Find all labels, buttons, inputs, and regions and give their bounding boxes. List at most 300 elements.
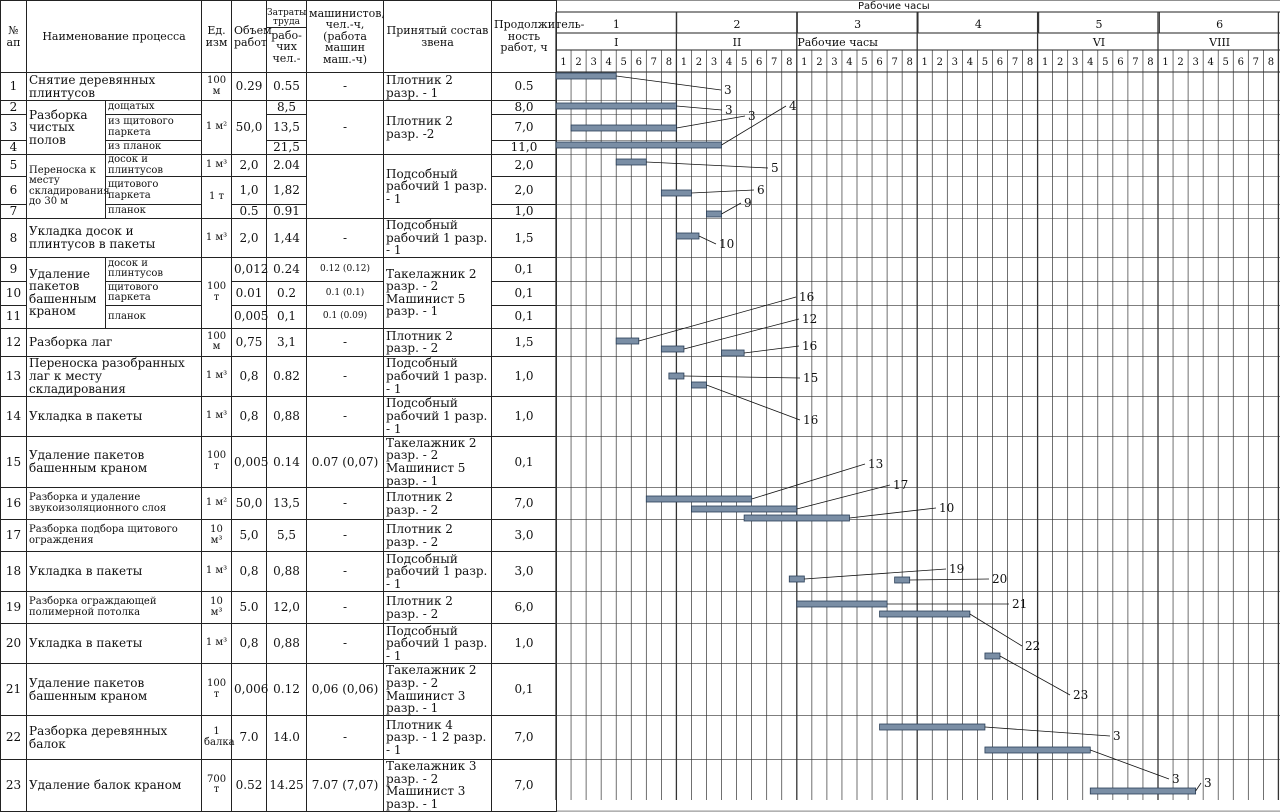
- volume: 0,005: [232, 436, 267, 487]
- table-row: [1, 328, 557, 356]
- process-subtype: щитового паркета: [106, 177, 202, 205]
- labor: 0.91: [267, 205, 307, 219]
- bar-label: 5: [771, 161, 779, 175]
- table-row: [1, 436, 557, 487]
- col-duration-header: Продолжитель-ность работ, ч: [492, 1, 557, 73]
- hour-tick: 7: [650, 57, 658, 68]
- labor: 2.04: [267, 155, 307, 177]
- hour-tick: 7: [1252, 57, 1260, 68]
- unit: 10 м³: [202, 592, 232, 624]
- hour-tick: 7: [771, 57, 778, 68]
- hour-tick: 8: [665, 57, 673, 68]
- gantt-bar: [880, 611, 970, 617]
- row-number: 11: [1, 305, 27, 328]
- table-row: [1, 155, 557, 177]
- table-row: [1, 101, 557, 115]
- labor: 13,5: [267, 488, 307, 520]
- hour-tick: 2: [936, 57, 943, 68]
- unit: 100 т: [202, 436, 232, 487]
- bar-label: 3: [724, 83, 732, 97]
- leader-line: [1196, 783, 1201, 791]
- leader-line: [684, 376, 800, 378]
- gantt-bar: [744, 515, 849, 521]
- hour-tick: 6: [755, 57, 763, 68]
- row-number: 20: [1, 624, 27, 664]
- duration: 0,1: [492, 305, 557, 328]
- leader-line: [699, 236, 716, 244]
- bar-label: 4: [789, 99, 797, 113]
- gantt-bar: [661, 346, 684, 352]
- leader-line: [849, 508, 936, 518]
- row-number: 7: [1, 205, 27, 219]
- col-labor-machine-header: машинистов, чел.-ч, (работа машин маш.-ч): [307, 1, 384, 73]
- table-row: [1, 520, 557, 552]
- hour-tick: 3: [831, 57, 838, 68]
- volume: 5,0: [232, 520, 267, 552]
- volume: 0,8: [232, 396, 267, 436]
- leader-line: [691, 190, 754, 193]
- hour-tick: 5: [620, 57, 627, 68]
- unit: 1 м²: [202, 488, 232, 520]
- hour-tick: 3: [590, 57, 597, 68]
- bar-label: 3: [1113, 729, 1121, 743]
- duration: 1,0: [492, 205, 557, 219]
- hour-tick: 1: [921, 57, 928, 68]
- gantt-bar: [669, 373, 684, 379]
- process-subtype: щитового паркета: [106, 281, 202, 305]
- table-row: [1, 624, 557, 664]
- unit: 1 м³: [202, 552, 232, 592]
- hour-tick: 1: [1041, 57, 1049, 68]
- bar-label: 3: [748, 109, 756, 123]
- volume: 0.29: [232, 73, 267, 101]
- labor: 0,88: [267, 396, 307, 436]
- unit: 700 т: [202, 760, 232, 811]
- hour-tick: 1: [1162, 57, 1169, 68]
- hour-tick: 4: [605, 57, 612, 68]
- machine-labor: 7.07 (7,07): [307, 760, 384, 811]
- bar-label: 20: [992, 572, 1008, 586]
- unit: 1 м³: [202, 624, 232, 664]
- process-subtype: из щитового паркета: [106, 115, 202, 141]
- bar-label: 6: [757, 183, 765, 197]
- leader-line: [804, 569, 946, 579]
- gantt-bar: [722, 350, 745, 356]
- duration: 3,0: [492, 552, 557, 592]
- table-row: [1, 592, 557, 624]
- process-name: Укладка в пакеты: [27, 396, 202, 436]
- process-name: Переноска к месту складирования до 30 м: [27, 155, 106, 219]
- crew: Плотник 2 разр. - 1: [384, 73, 492, 101]
- leader-line: [676, 106, 722, 110]
- duration: 0.5: [492, 73, 557, 101]
- bar-label: 23: [1073, 688, 1089, 702]
- table-row: [1, 716, 557, 760]
- gantt-bar: [556, 73, 616, 79]
- duration: 3,0: [492, 520, 557, 552]
- duration: 1,0: [492, 356, 557, 396]
- labor: 14.25: [267, 760, 307, 811]
- duration: 8,0: [492, 101, 557, 115]
- hour-tick: 1: [801, 57, 808, 68]
- volume: 0,005: [232, 305, 267, 328]
- table-row: [1, 257, 557, 281]
- duration: 1,5: [492, 219, 557, 258]
- col-unit-header: Ед. изм: [202, 1, 232, 73]
- gantt-bar: [1090, 788, 1195, 794]
- table-row: [1, 396, 557, 436]
- hour-tick: 8: [1267, 57, 1275, 68]
- crew: Подсобный рабочий 1 разр. - 1: [384, 396, 492, 436]
- shift-label: II: [732, 36, 742, 49]
- hour-tick: 8: [906, 57, 913, 68]
- hour-tick: 5: [981, 57, 989, 68]
- volume: 50,0: [232, 101, 267, 155]
- gantt-bar: [691, 506, 796, 512]
- gantt-bar: [691, 382, 706, 388]
- machine-labor: -: [307, 219, 384, 258]
- bar-label: 16: [799, 290, 815, 304]
- duration: 7,0: [492, 488, 557, 520]
- volume: 50,0: [232, 488, 267, 520]
- machine-labor: -: [307, 356, 384, 396]
- hour-tick: 6: [635, 57, 642, 68]
- volume: 5.0: [232, 592, 267, 624]
- hour-tick: 2: [575, 57, 582, 68]
- process-name: Разборка ограждающей полимерной потолка: [27, 592, 202, 624]
- day-label: 6: [1216, 18, 1224, 31]
- duration: 7,0: [492, 115, 557, 141]
- process-subtype: планок: [106, 305, 202, 328]
- labor: 13,5: [267, 115, 307, 141]
- labor: 0.24: [267, 257, 307, 281]
- gantt-bar: [707, 211, 722, 217]
- hour-tick: 2: [695, 57, 703, 68]
- bar-label: 12: [802, 312, 818, 326]
- hour-tick: 7: [1011, 57, 1019, 68]
- crew: Такелажник 2 разр. - 2 Машинист 5 разр. - 1: [384, 436, 492, 487]
- unit: 1 м³: [202, 155, 232, 177]
- leader-line: [744, 346, 799, 353]
- hour-tick: 5: [1222, 57, 1229, 68]
- row-number: 2: [1, 101, 27, 115]
- schedule-table: [0, 0, 585, 812]
- bar-label: 16: [803, 413, 819, 427]
- process-name: Переноска разобранных лаг к месту складирования: [27, 356, 202, 396]
- hour-tick: 5: [1102, 57, 1109, 68]
- hour-tick: 4: [1087, 57, 1094, 68]
- col-volume-header: Объем работ: [232, 1, 267, 73]
- machine-labor: -: [307, 101, 384, 155]
- machine-labor: -: [307, 73, 384, 101]
- unit: 1 т: [202, 177, 232, 219]
- row-number: 1: [1, 73, 27, 101]
- process-name: Разборка деревянных балок: [27, 716, 202, 760]
- row-number: 6: [1, 177, 27, 205]
- gantt-chart: [556, 0, 1280, 800]
- labor: 0.82: [267, 356, 307, 396]
- gantt-bar: [646, 496, 751, 502]
- col-labor-people-header: Затраты труда рабо-чих чел.-: [267, 1, 307, 73]
- bar-label: 15: [803, 371, 819, 385]
- unit: 100 т: [202, 257, 232, 328]
- volume: 7.0: [232, 716, 267, 760]
- leader-line: [797, 485, 890, 509]
- row-number: 4: [1, 141, 27, 155]
- gantt-bar: [616, 338, 639, 344]
- volume: 2,0: [232, 219, 267, 258]
- machine-labor: 0.1 (0.09): [307, 305, 384, 328]
- leader-line: [1000, 656, 1070, 695]
- hour-tick: 6: [876, 57, 883, 68]
- duration: 7,0: [492, 716, 557, 760]
- labor: 0,1: [267, 305, 307, 328]
- process-subtype: дощатых: [106, 101, 202, 115]
- leader-line: [1090, 750, 1169, 779]
- duration: 1,5: [492, 328, 557, 356]
- duration: 0,1: [492, 281, 557, 305]
- gantt-title: Рабочие часы: [858, 1, 930, 12]
- table-row: [1, 219, 557, 258]
- gantt-bar: [880, 724, 985, 730]
- process-name: Удаление пакетов башенным краном: [27, 664, 202, 716]
- crew: Плотник 2 разр. - 2: [384, 328, 492, 356]
- machine-labor: 0.07 (0,07): [307, 436, 384, 487]
- duration: 1,0: [492, 624, 557, 664]
- gantt-bar: [985, 653, 1000, 659]
- process-name: Разборка лаг: [27, 328, 202, 356]
- bar-label: 3: [725, 103, 733, 117]
- unit: 1 м³: [202, 396, 232, 436]
- day-label: 4: [974, 18, 982, 31]
- duration: 11,0: [492, 141, 557, 155]
- duration: 0,1: [492, 436, 557, 487]
- bar-label: 21: [1012, 597, 1028, 611]
- gantt-bar: [676, 233, 699, 239]
- process-name: Удаление пакетов башенным краном: [27, 257, 106, 328]
- crew: Плотник 2 разр. - 2: [384, 488, 492, 520]
- crew: Такелажник 2 разр. - 2 Машинист 5 разр. - 1: [384, 257, 492, 328]
- process-name: Разборка подбора щитового ограждения: [27, 520, 202, 552]
- bar-label: 9: [744, 196, 752, 210]
- duration: 0,1: [492, 664, 557, 716]
- shift-caption: Рабочие часы: [797, 36, 878, 49]
- unit: 1 м³: [202, 356, 232, 396]
- crew: Подсобный рабочий 1 разр. - 1: [384, 219, 492, 258]
- hour-tick: 4: [966, 57, 974, 68]
- hour-tick: 8: [1026, 57, 1034, 68]
- row-number: 5: [1, 155, 27, 177]
- crew: Плотник 2 разр. - 2: [384, 520, 492, 552]
- leader-line: [639, 297, 796, 341]
- labor: 0,88: [267, 552, 307, 592]
- duration: 7,0: [492, 760, 557, 811]
- volume: 0,8: [232, 356, 267, 396]
- crew: Плотник 4 разр. - 1 2 разр. - 1: [384, 716, 492, 760]
- crew: Плотник 2 разр. - 2: [384, 592, 492, 624]
- hour-tick: 4: [1207, 57, 1214, 68]
- row-number: 3: [1, 115, 27, 141]
- bar-label: 13: [868, 457, 884, 471]
- crew: Подсобный рабочий 1 разр. - 1: [384, 155, 492, 219]
- day-label: 3: [854, 18, 862, 31]
- day-label: 2: [733, 18, 741, 31]
- leader-line: [676, 116, 745, 128]
- hour-tick: 3: [710, 57, 718, 68]
- process-name: Разборка и удаление звукоизоляционного слоя: [27, 488, 202, 520]
- duration: 0,1: [492, 257, 557, 281]
- crew: Такелажник 2 разр. - 2 Машинист 3 разр. - 1: [384, 664, 492, 716]
- row-number: 19: [1, 592, 27, 624]
- volume: 2,0: [232, 155, 267, 177]
- hour-tick: 3: [951, 57, 959, 68]
- machine-labor: -: [307, 624, 384, 664]
- labor: 1,82: [267, 177, 307, 205]
- hour-tick: 6: [996, 57, 1004, 68]
- volume: 0,75: [232, 328, 267, 356]
- col-name-header: Наименование процесса: [27, 1, 202, 73]
- row-number: 21: [1, 664, 27, 716]
- row-number: 9: [1, 257, 27, 281]
- bar-label: 10: [939, 501, 955, 515]
- hour-tick: 3: [1072, 57, 1079, 68]
- machine-labor: -: [307, 488, 384, 520]
- gantt-bar: [571, 125, 676, 131]
- labor: 14.0: [267, 716, 307, 760]
- machine-labor: -: [307, 396, 384, 436]
- leader-line: [616, 76, 721, 90]
- machine-labor: -: [307, 552, 384, 592]
- process-subtype: планок: [106, 205, 202, 219]
- hour-tick: 4: [725, 57, 733, 68]
- hour-tick: 2: [1177, 57, 1184, 68]
- bar-label: 19: [949, 562, 965, 576]
- unit: 1 балка: [202, 716, 232, 760]
- day-label: 1: [612, 18, 620, 31]
- machine-labor: -: [307, 716, 384, 760]
- gantt-bar: [797, 601, 887, 607]
- col-num-header: № ап: [1, 1, 27, 73]
- volume: 1,0: [232, 177, 267, 205]
- unit: 100 м: [202, 328, 232, 356]
- machine-labor: [307, 155, 384, 219]
- shift-label: I: [614, 36, 619, 49]
- machine-labor: 0.1 (0.1): [307, 281, 384, 305]
- shift-label: VIII: [1209, 36, 1231, 49]
- leader-line: [646, 162, 768, 168]
- unit: 100 т: [202, 664, 232, 716]
- hour-tick: 8: [1147, 57, 1154, 68]
- volume: 0,006: [232, 664, 267, 716]
- unit: 100 м: [202, 73, 232, 101]
- process-name: Удаление балок краном: [27, 760, 202, 811]
- leader-line: [985, 727, 1110, 736]
- bar-label: 3: [1204, 776, 1212, 790]
- hour-tick: 2: [1056, 57, 1064, 68]
- process-name: Укладка в пакеты: [27, 624, 202, 664]
- hour-tick: 1: [560, 57, 567, 68]
- row-number: 13: [1, 356, 27, 396]
- process-name: Снятие деревянных плинтусов: [27, 73, 202, 101]
- crew: Подсобный рабочий 1 разр. - 1: [384, 356, 492, 396]
- labor: 1,44: [267, 219, 307, 258]
- hour-tick: 5: [861, 57, 868, 68]
- row-number: 18: [1, 552, 27, 592]
- hour-tick: 6: [1117, 57, 1124, 68]
- gantt-bar: [895, 577, 910, 583]
- hour-tick: 1: [680, 57, 688, 68]
- volume: 0.52: [232, 760, 267, 811]
- labor: 0.12: [267, 664, 307, 716]
- volume: 0,8: [232, 552, 267, 592]
- row-number: 15: [1, 436, 27, 487]
- crew: Плотник 2 разр. -2: [384, 101, 492, 155]
- duration: 2,0: [492, 177, 557, 205]
- gantt-bar: [789, 576, 804, 582]
- process-subtype: досок и плинтусов: [106, 155, 202, 177]
- gantt-bar: [556, 142, 722, 148]
- hour-tick: 6: [1237, 57, 1244, 68]
- labor: 0.2: [267, 281, 307, 305]
- hour-tick: 4: [846, 57, 853, 68]
- gantt-bar: [556, 103, 676, 109]
- bar-label: 3: [1172, 772, 1180, 786]
- day-label: 5: [1095, 18, 1103, 31]
- crew: Такелажник 3 разр. - 2 Машинист 3 разр. - 1: [384, 760, 492, 811]
- row-number: 23: [1, 760, 27, 811]
- labor: 0,88: [267, 624, 307, 664]
- table-row: [1, 488, 557, 520]
- hour-tick: 3: [1192, 57, 1199, 68]
- volume: 0,8: [232, 624, 267, 664]
- machine-labor: -: [307, 592, 384, 624]
- row-number: 8: [1, 219, 27, 258]
- process-name: Укладка в пакеты: [27, 552, 202, 592]
- bar-label: 22: [1025, 639, 1041, 653]
- bar-label: 16: [802, 339, 818, 353]
- row-number: 12: [1, 328, 27, 356]
- table-row: [1, 356, 557, 396]
- labor: 3,1: [267, 328, 307, 356]
- process-name: Удаление пакетов башенным краном: [27, 436, 202, 487]
- table-row: [1, 73, 557, 101]
- crew: Подсобный рабочий 1 разр. - 1: [384, 624, 492, 664]
- row-number: 10: [1, 281, 27, 305]
- gantt-bar: [985, 747, 1090, 753]
- hour-tick: 5: [740, 57, 748, 68]
- leader-line: [752, 464, 865, 499]
- labor: 8,5: [267, 101, 307, 115]
- labor: 5,5: [267, 520, 307, 552]
- process-subtype: досок и плинтусов: [106, 257, 202, 281]
- hour-tick: 7: [1132, 57, 1139, 68]
- duration: 6,0: [492, 592, 557, 624]
- unit: 1 м²: [202, 101, 232, 155]
- hour-tick: 2: [816, 57, 823, 68]
- leader-line: [707, 385, 801, 420]
- duration: 2,0: [492, 155, 557, 177]
- row-number: 22: [1, 716, 27, 760]
- col-crew-header: Принятый состав звена: [384, 1, 492, 73]
- row-number: 17: [1, 520, 27, 552]
- machine-labor: -: [307, 328, 384, 356]
- row-number: 14: [1, 396, 27, 436]
- shift-label: VI: [1092, 36, 1106, 49]
- hour-tick: 8: [786, 57, 793, 68]
- process-name: Укладка досок и плинтусов в пакеты: [27, 219, 202, 258]
- unit: 1 м³: [202, 219, 232, 258]
- hour-tick: 7: [891, 57, 898, 68]
